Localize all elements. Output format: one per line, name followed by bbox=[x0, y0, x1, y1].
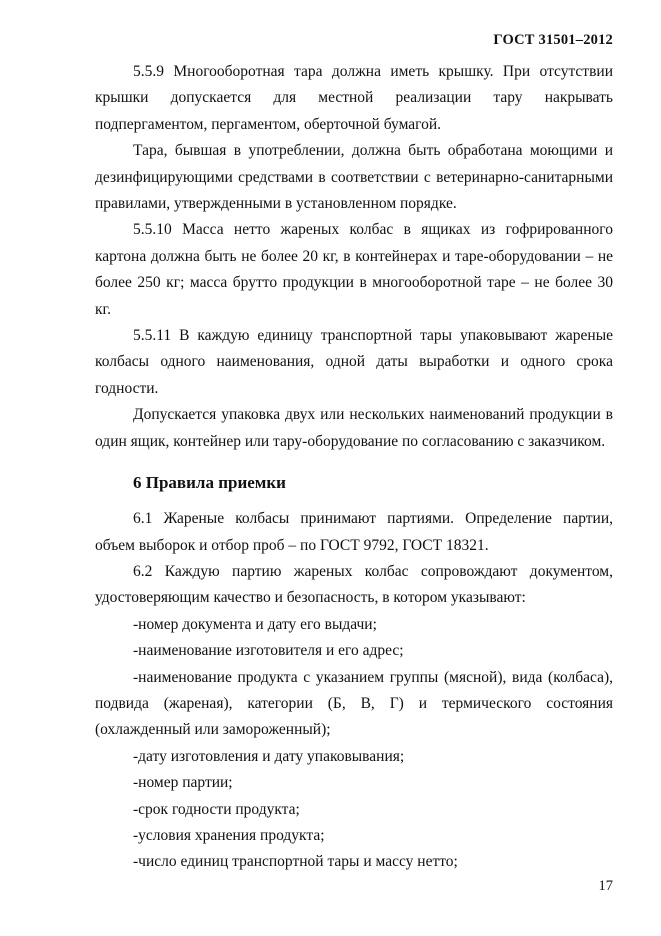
paragraph-5-5-11: 5.5.11 В каждую единицу транспортной тары упаковывают жареные колбасы одного наименования, одной даты выработки и одного срока годности. bbox=[95, 327, 613, 397]
list-item: -наименование изготовителя и его адрес; bbox=[133, 642, 404, 660]
list-item: -номер партии; bbox=[133, 774, 233, 792]
page-body bbox=[95, 59, 613, 876]
paragraph-5-5-10: 5.5.10 Масса нетто жареных колбас в ящиках из гофрированного картона должна быть не более 20 кг, в контейнерах и таре-оборудовании – не более 250 кг; масса брутто продукции в многооборотной таре – не более 30 кг. bbox=[95, 221, 613, 318]
list-item: -срок годности продукта; bbox=[133, 800, 300, 818]
list-item: -номер документа и дату его выдачи; bbox=[133, 615, 377, 633]
list-item: -дату изготовления и дату упаковывания; bbox=[133, 747, 405, 765]
paragraph-packing-permission: Допускается упаковка двух или нескольких наименований продукции в один ящик, контейнер или тару-оборудование по согласованию с заказчиком. bbox=[95, 406, 613, 450]
document-code-header: ГОСТ 31501–2012 bbox=[493, 32, 613, 48]
list-item: -наименование продукта с указанием группы (мясной), вида (колбаса), подвида (жареная), категории (Б, В, Г) и термического состояния (охлажденный или замороженный); bbox=[95, 668, 613, 739]
page-number: 17 bbox=[598, 878, 613, 894]
section-heading: 6 Правила приемки bbox=[133, 473, 286, 493]
paragraph-6-2: 6.2 Каждую партию жареных колбас сопровождают документом, удостоверяющим качество и безопасность, в котором указывают: bbox=[95, 562, 613, 607]
paragraph-5-5-9: 5.5.9 Многооборотная тара должна иметь крышку. При отсутствии крышки допускается для местной реализации тару накрывать подпергаментом, пергаментом, оберточной бумагой. bbox=[95, 63, 613, 133]
list-item: -число единиц транспортной тары и массу нетто; bbox=[133, 853, 458, 871]
paragraph-used-containers: Тара, бывшая в употреблении, должна быть обработана моющими и дезинфицирующими средствами в соответствии с ветеринарно-санитарными правилами, утвержденными в установленном порядке. bbox=[95, 142, 613, 213]
list-item: -условия хранения продукта; bbox=[133, 826, 325, 844]
paragraph-6-1: 6.1 Жареные колбасы принимают партиями. Определение партии, объем выборок и отбор проб – по ГОСТ 9792, ГОСТ 18321. bbox=[95, 510, 613, 554]
